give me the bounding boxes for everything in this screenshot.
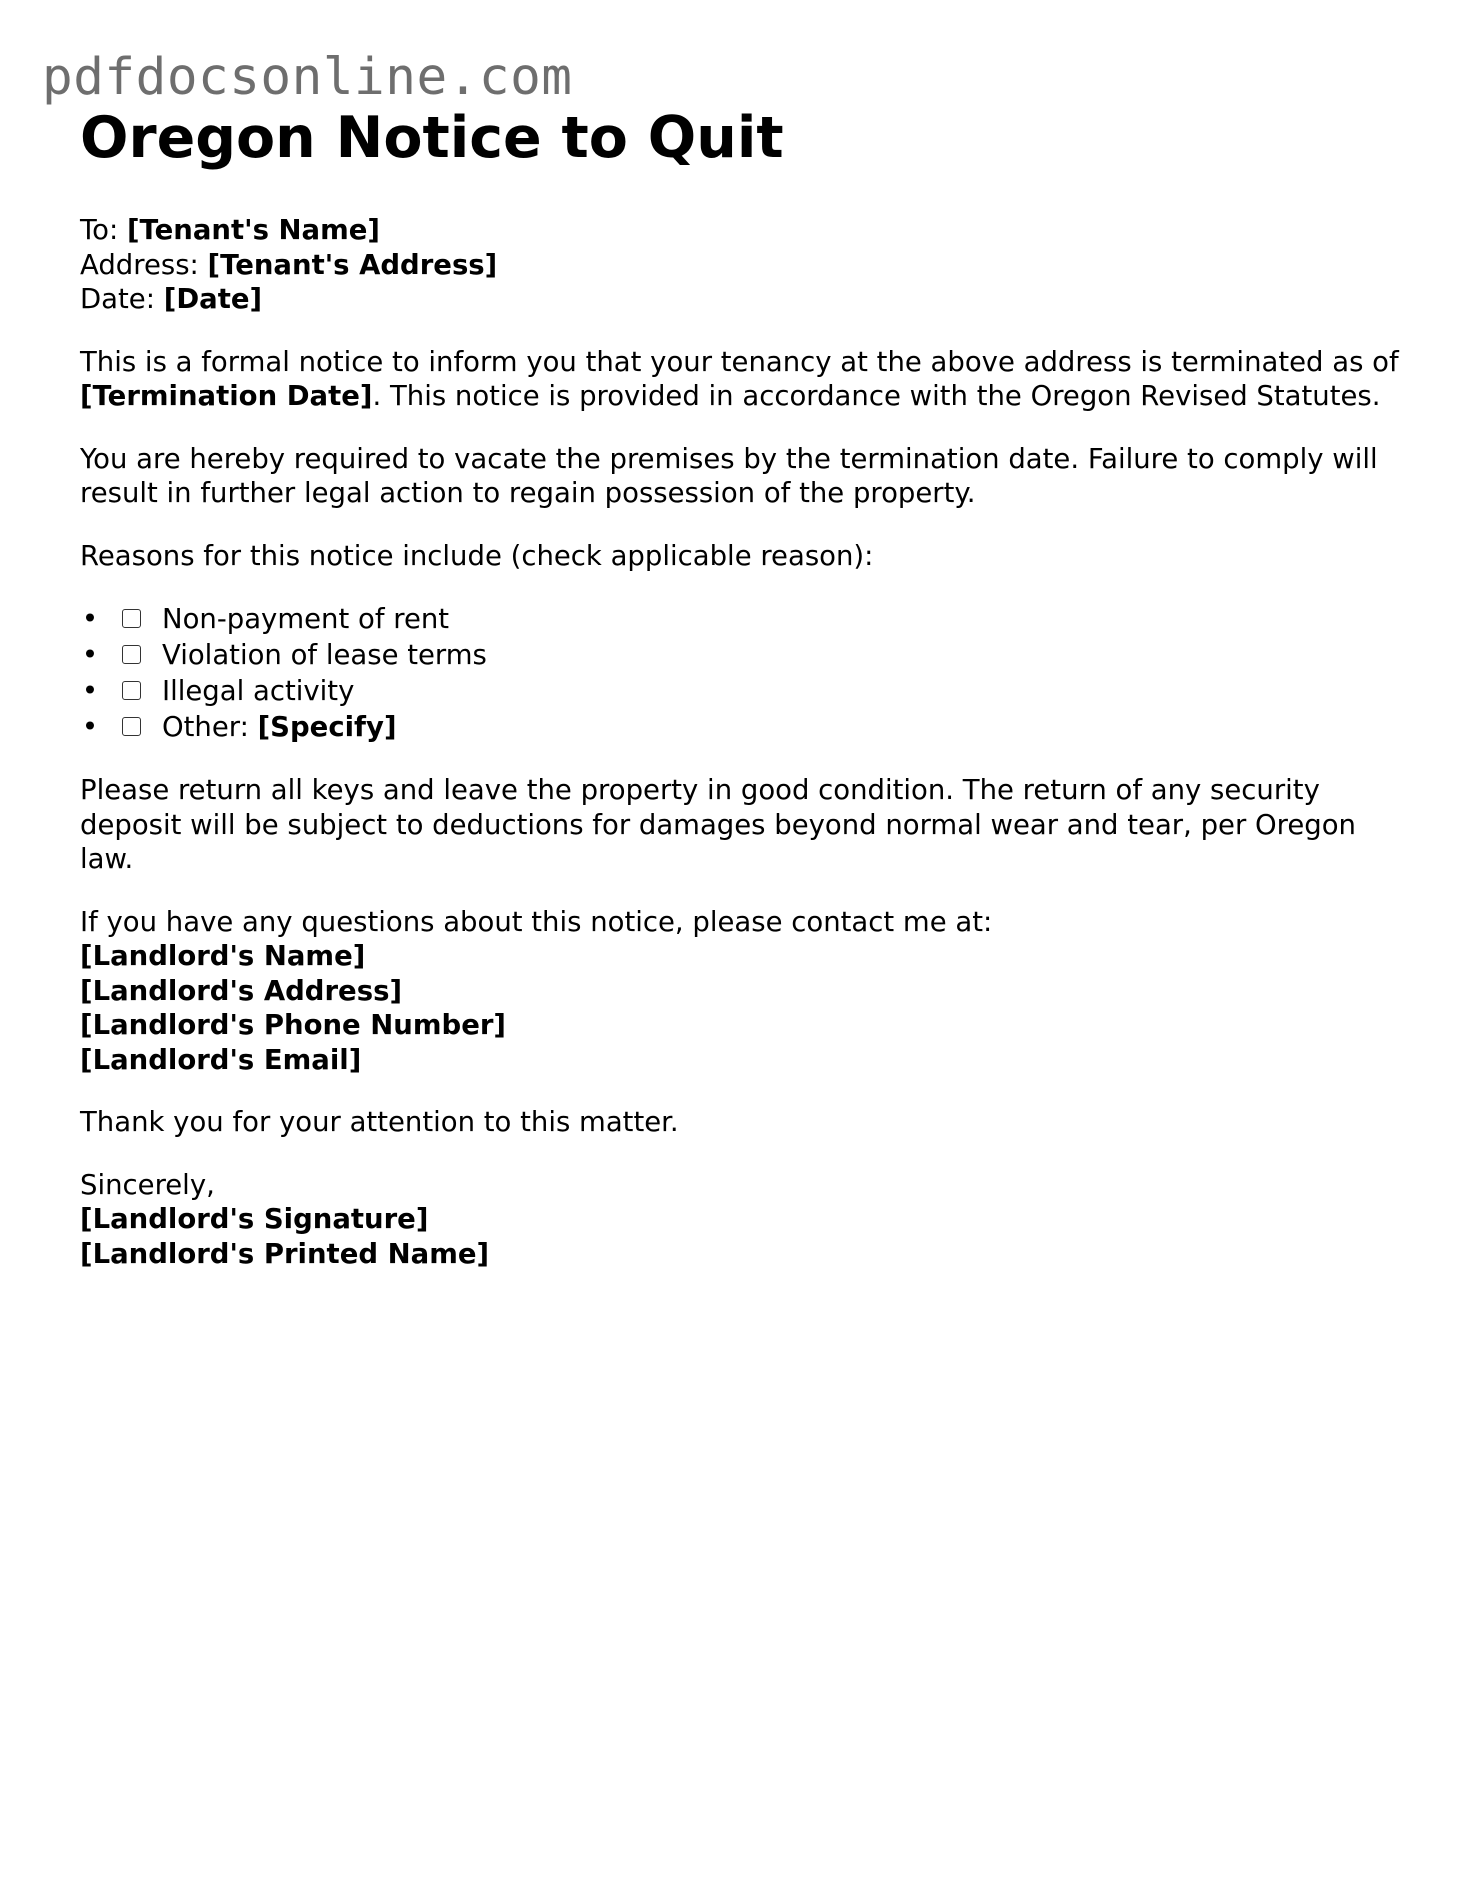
checkbox-illegal-activity[interactable] [122, 681, 141, 700]
address-line [80, 248, 1400, 283]
termination-text-before: This is a formal notice to inform you that your tenancy at the above address is terminated as of [80, 345, 1399, 378]
termination-text-after: . This notice is provided in accordance with the Oregon Revised Statutes. [372, 380, 1381, 412]
landlord-address: [Landlord's Address] [80, 974, 403, 1007]
landlord-email: [Landlord's Email] [80, 1043, 362, 1076]
reasons-intro: Reasons for this notice include (check applicable reason): [80, 539, 874, 572]
contact-intro: If you have any questions about this notice, please contact me at: [80, 905, 993, 938]
reason-specify: [Specify] [257, 711, 397, 743]
bullet-icon: • [81, 711, 99, 743]
termination-date: [Termination Date] [80, 380, 373, 412]
bullet-icon: • [81, 675, 99, 707]
notice-date: [Date] [163, 283, 263, 315]
to-label: To: [80, 214, 127, 246]
landlord-name: [Landlord's Name] [80, 940, 366, 972]
document-title: Oregon Notice to Quit [80, 105, 784, 171]
landlord-printed-name: [Landlord's Printed Name] [80, 1237, 490, 1270]
to-line [80, 213, 1400, 248]
termination-paragraph [80, 345, 1400, 414]
tenant-address: [Tenant's Address] [207, 248, 498, 281]
keys-deposit-paragraph: Please return all keys and leave the property in good condition. The return of any security deposit will be subject to deductions for damages beyond normal wear and tear, per Oregon law. [80, 774, 1356, 875]
reason-label: Other: [162, 711, 258, 743]
document-body [80, 100, 1400, 1271]
reason-label: Illegal activity [162, 675, 355, 707]
vacate-paragraph: You are hereby required to vacate the premises by the termination date. Failure to comply will result in further legal action to regain possession of the property. [80, 442, 1378, 509]
reason-label: Non-payment of rent [162, 603, 450, 635]
contact-block [80, 905, 1400, 1078]
checkbox-lease-violation[interactable] [122, 645, 141, 664]
list-item [81, 637, 1400, 673]
watermark: pdfdocsonline.com [42, 48, 573, 107]
list-item [81, 601, 1400, 637]
closing-block [80, 1168, 1400, 1272]
salutation: Sincerely, [80, 1168, 215, 1201]
recipient-block [80, 213, 1400, 317]
tenant-name: [Tenant's Name] [126, 214, 380, 246]
bullet-icon: • [81, 603, 99, 635]
checkbox-other[interactable] [122, 717, 141, 736]
address-label: Address: [80, 248, 208, 281]
reasons-list [80, 601, 1400, 745]
reason-label: Violation of lease terms [162, 639, 487, 671]
date-line [80, 282, 1400, 317]
list-item [81, 709, 1400, 745]
landlord-signature: [Landlord's Signature] [80, 1203, 429, 1235]
bullet-icon: • [81, 639, 99, 671]
date-label: Date: [80, 283, 164, 315]
landlord-phone: [Landlord's Phone Number] [80, 1009, 506, 1041]
checkbox-non-payment[interactable] [122, 609, 141, 628]
list-item [81, 673, 1400, 709]
thanks-paragraph: Thank you for your attention to this matter. [80, 1106, 679, 1138]
